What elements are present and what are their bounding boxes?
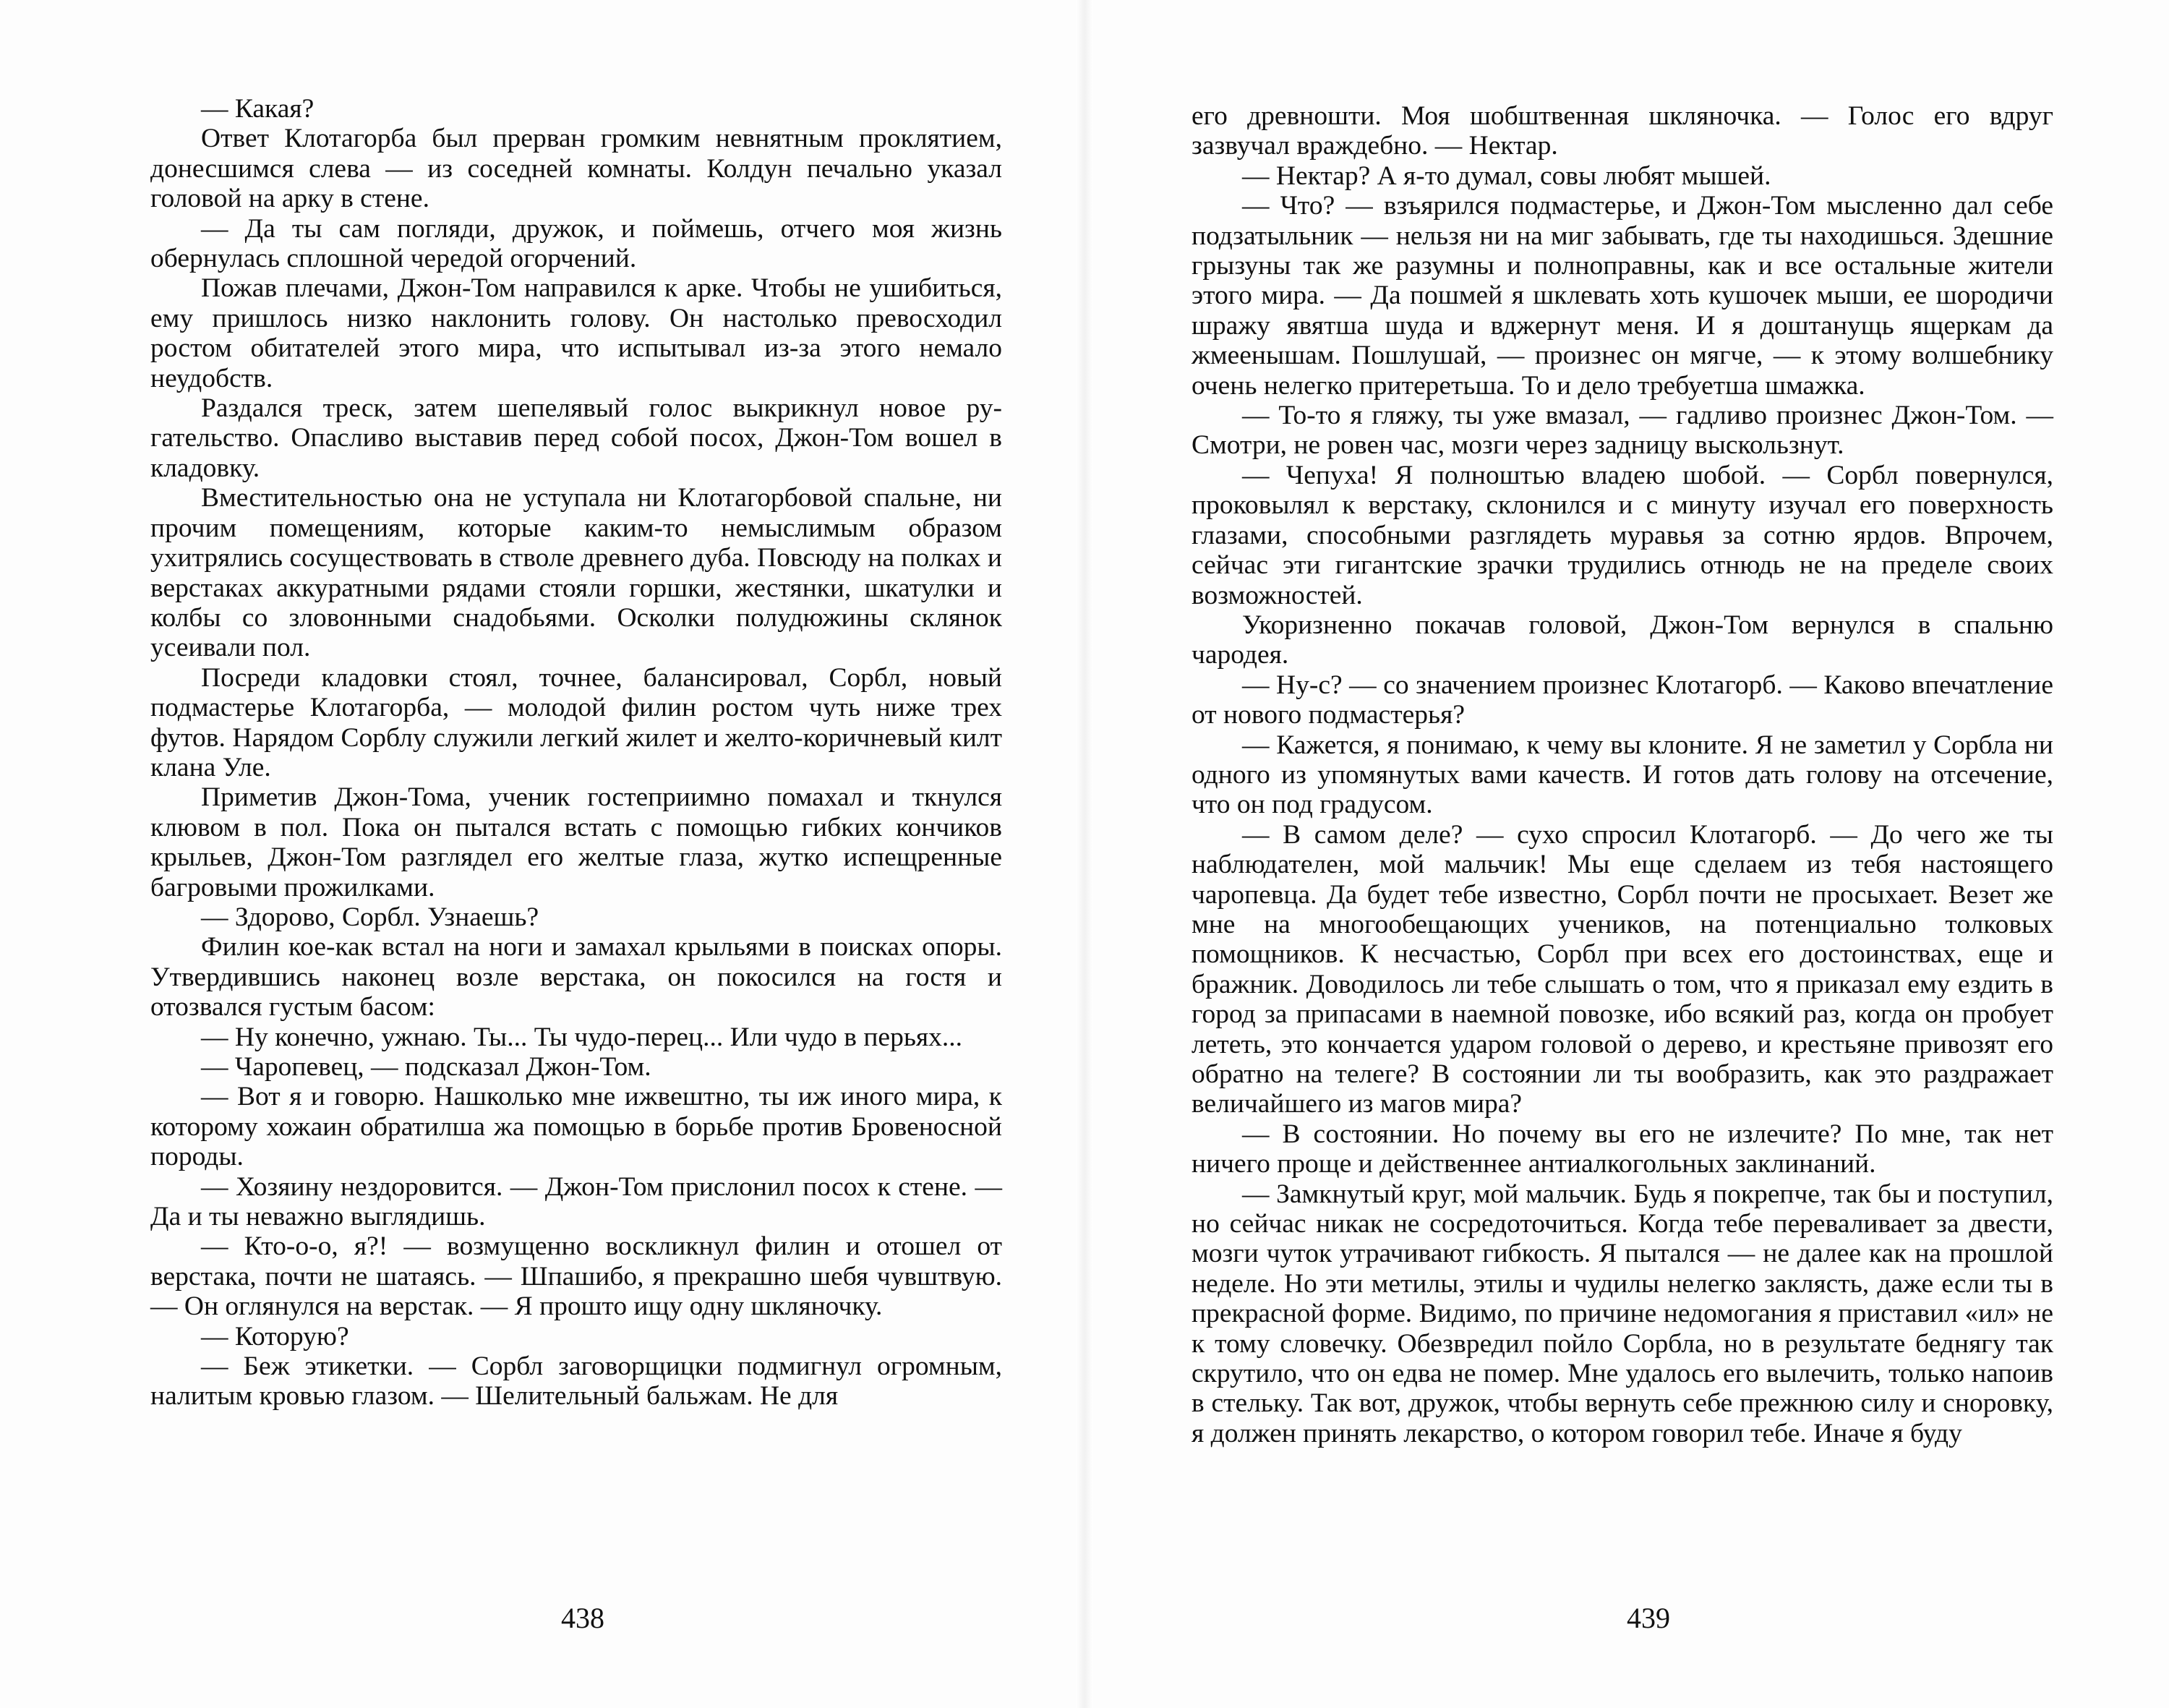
left-page-text [150,94,1002,1412]
paragraph: Посреди кладовки стоял, точнее, балансировал, Сорбл, новый подмастерье Клотагорба, — молодой филин ростом чуть ниже трех футов. Нарядом Сорблу служили легкий жилет и желто-коричневый килт клана Уле. [150,662,1002,782]
paragraph: — В самом деле? — сухо спросил Клотагорб. — До чего же ты наблюдателен, мой мальчик! Мы еще сделаем из тебя настоящего чаропевца. Да будет тебе известно, Сорбл почти не просыхает. Везет же мне на многообещающих учеников, на потенциально толковых помощников. К несчастью, Сорбл при всех его достоинствах, еще и бражник. Доводилось ли тебе слышать о том, что я приказал ему ездить в город за припасами в наемной повозке, ибо всякий раз, когда он пробует лететь, это кончается ударом головой о дерево, и крестьяне привозят его обратно на телеге? В состоянии ли ты вообразить, как это раздражает величайшего из магов мира? [1192,819,2053,1119]
paragraph: — Беж этикетки. — Сорбл заговорщицки подмигнул огромным, налитым кровью глазом. — Шелительный бальжам. Не для [150,1352,1002,1412]
paragraph: — Чаропевец, — подсказал Джон-Том. [201,1052,651,1082]
paragraph: — То-то я гляжу, ты уже вмазал, — гадливо произнес Джон-Том. — Смотри, не ровен час, мозги через задницу выскользнут. [1192,401,2053,461]
left-page [0,0,1084,1708]
paragraph-continuation: его древношти. Моя шобштвенная шкляночка. — Голос его вдруг зазвучал враждебно. — Нектар. [1192,101,2053,161]
paragraph: — Что? — взъярился подмастерье, и Джон-Том мысленно дал себе подзатыльник — нельзя ни на миг забывать, где ты находишься. Здешние грызуны так же разумны и полноправны, как и все остальные жители этого мира. — Да пошмей я шклевать хоть кушочек мыши, ее шородичи шражу явятша шуда и вджернут меня. И я доштанущь ящеркам да жмеенышам. Пошлушай, — произнес он мягче, — к этому волшебнику очень нелегко притеретьша. То и дело требуетша шмажка. [1192,191,2053,401]
paragraph: Раздался треск, затем шепелявый голос выкрикнул новое ругательство. Опасливо выставив перед собой посох, Джон-Том вошел в кладовку. [150,393,1002,483]
paragraph: Укоризненно покачав головой, Джон-Том вернулся в спальню чародея. [1192,610,2053,670]
paragraph: — Чепуха! Я полноштью владею шобой. — Сорбл повернулся, проковылял к верстаку, склонился и с минуту изучал его поверхность глазами, способными разглядеть муравья за сотню ярдов. Впрочем, сейчас эти гигантские зрачки трудились отнюдь не на пределе своих возможностей. [1192,460,2053,610]
right-page-text [1192,101,2053,1448]
paragraph: Филин кое-как встал на ноги и замахал крыльями в поисках опоры. Утвердившись наконец возле верстака, он покосился на гостя и отозвался густым басом: [150,932,1002,1022]
paragraph: — Кажется, я понимаю, к чему вы клоните. Я не заметил у Сорбла ни одного из упомянутых вами качеств. И готов дать голову на отсечение, что он под градусом. [1192,730,2053,820]
paragraph: — Замкнутый круг, мой мальчик. Будь я покрепче, так бы и поступил, но сейчас никак не сосредоточиться. Когда тебе переваливает за двести, мозги чуток утрачивают гибкость. Я пытался — не далее как на прошлой неделе. Но эти метилы, этилы и чудилы нелегко заклясть, даже если ты в прекрасной форме. Видимо, по причине недомогания я приставил «ил» не к тому словечку. Обезвредил пойло Сорбла, но в результате беднягу так скрутило, что он едва не помер. Мне удалось его вылечить, только напоив в стельку. Так вот, дружок, чтобы вернуть себе прежнюю силу и сноровку, я должен принять лекарство, о котором говорил тебе. Иначе я буду [1192,1179,2053,1448]
paragraph: Ответ Клотагорба был прерван громким невнятным проклятием, донесшимся слева — из соседней комнаты. Колдун печально указал головой на арку в стене. [150,124,1002,214]
paragraph: Приметив Джон-Тома, ученик гостеприимно помахал и ткнулся клювом в пол. Пока он пытался встать с помощью гибких кончиков крыльев, Джон-Том разглядел его желтые глаза, жутко испещренные багровыми прожилками. [150,782,1002,902]
paragraph: — Вот я и говорю. Нашколько мне ижвештно, ты иж иного мира, к которому хожаин обратилша жа помощью в борьбе против Бровеносной породы. [150,1082,1002,1172]
paragraph: — Нектар? А я-то думал, совы любят мышей. [1242,161,1771,191]
paragraph: — Какая? [201,94,315,124]
paragraph: — Да ты сам погляди, дружок, и поймешь, отчего моя жизнь обернулась сплошной чередой огорчений. [150,213,1002,274]
paragraph: Вместительностью она не уступала ни Клотагорбовой спальне, ни прочим помещениям, которые каким-то немыслимым образом ухитрялись сосуществовать в стволе древнего дуба. Повсюду на полках и верстаках аккуратными рядами стояли горшки, жестянки, шкатулки и колбы со зловонными снадобьями. Осколки полудюжины склянок усеивали пол. [150,483,1002,663]
page-number: 438 [561,1602,604,1634]
paragraph: — Здорово, Сорбл. Узнаешь? [201,902,539,932]
paragraph: — Которую? [201,1321,349,1352]
paragraph: — В состоянии. Но почему вы его не излечите? По мне, так нет ничего проще и действеннее антиалкогольных заклинаний. [1192,1119,2053,1179]
paragraph: Пожав плечами, Джон-Том направился к арке. Чтобы не ушибиться, ему пришлось низко наклонить голову. Он настолько превосходил ростом обитателей этого мира, что испытывал из-за этого немало неудобств. [150,273,1002,393]
page-number: 439 [1627,1602,1670,1634]
paragraph: — Ну конечно, ужнаю. Ты... Ты чудо-перец... Или чудо в перьях... [201,1022,963,1052]
paragraph: — Кто-о-о, я?! — возмущенно воскликнул филин и отошел от верстака, почти не шатаясь. — Шпашибо, я прекрашно шебя чувштвую. — Он оглянулся на верстак. — Я прошто ищу одну шкляночку. [150,1231,1002,1322]
paragraph: — Ну-с? — со значением произнес Клотагорб. — Каково впечатление от нового подмастерья? [1192,670,2053,730]
paragraph: — Хозяину нездоровится. — Джон-Том прислонил посох к стене. — Да и ты неважно выглядишь. [150,1171,1002,1232]
right-page [1084,0,2169,1708]
